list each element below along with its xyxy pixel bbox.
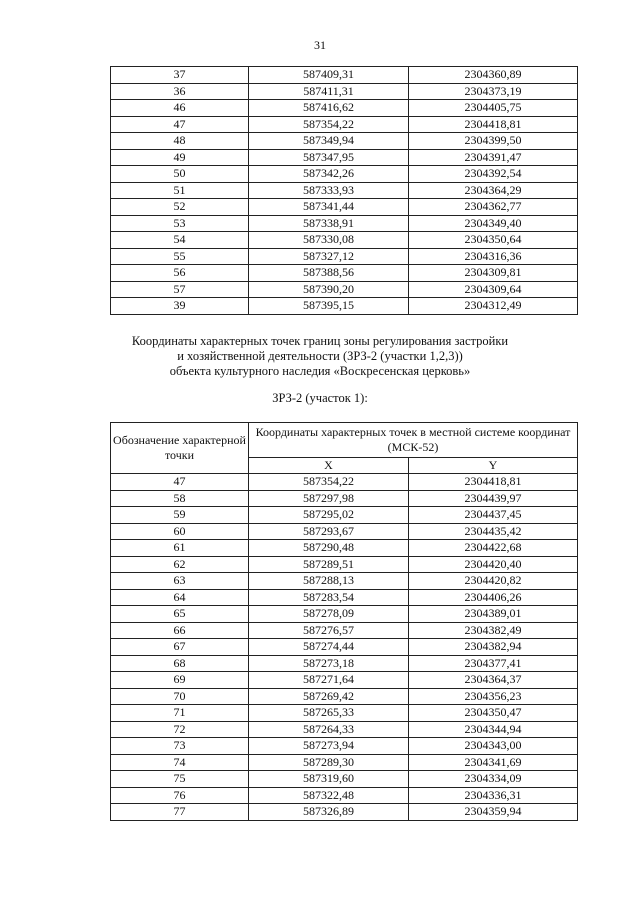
cell-point-number: 60	[111, 523, 249, 540]
cell-point-number: 51	[111, 182, 249, 199]
cell-y: 2304350,47	[409, 705, 578, 722]
cell-y: 2304341,69	[409, 754, 578, 771]
table-row	[111, 298, 578, 315]
cell-x: 587322,48	[249, 787, 409, 804]
table-row	[111, 166, 578, 183]
table-row	[111, 100, 578, 117]
cell-point-number: 68	[111, 655, 249, 672]
cell-point-number: 71	[111, 705, 249, 722]
cell-x: 587330,08	[249, 232, 409, 249]
cell-point-number: 69	[111, 672, 249, 689]
caption-line: объекта культурного наследия «Воскресенская церковь»	[169, 364, 471, 378]
table-caption	[0, 334, 640, 379]
cell-x: 587274,44	[249, 639, 409, 656]
table-row	[111, 804, 578, 821]
cell-y: 2304422,68	[409, 540, 578, 557]
cell-y: 2304309,64	[409, 281, 578, 298]
cell-y: 2304382,94	[409, 639, 578, 656]
cell-x: 587338,91	[249, 215, 409, 232]
cell-point-number: 50	[111, 166, 249, 183]
table-row	[111, 133, 578, 150]
cell-x: 587278,09	[249, 606, 409, 623]
cell-point-number: 58	[111, 490, 249, 507]
table-row	[111, 672, 578, 689]
cell-x: 587327,12	[249, 248, 409, 265]
table-row	[111, 639, 578, 656]
coordinates-table-continued	[110, 66, 578, 315]
cell-y: 2304312,49	[409, 298, 578, 315]
cell-point-number: 73	[111, 738, 249, 755]
cell-point-number: 76	[111, 787, 249, 804]
table-row	[111, 705, 578, 722]
cell-point-number: 46	[111, 100, 249, 117]
cell-y: 2304344,94	[409, 721, 578, 738]
cell-point-number: 48	[111, 133, 249, 150]
cell-point-number: 75	[111, 771, 249, 788]
table-row	[111, 474, 578, 491]
table-row	[111, 248, 578, 265]
cell-point-number: 52	[111, 199, 249, 216]
cell-x: 587290,48	[249, 540, 409, 557]
cell-y: 2304405,75	[409, 100, 578, 117]
cell-y: 2304364,37	[409, 672, 578, 689]
cell-x: 587264,33	[249, 721, 409, 738]
cell-x: 587333,93	[249, 182, 409, 199]
cell-point-number: 57	[111, 281, 249, 298]
table-row	[111, 606, 578, 623]
table-row	[111, 265, 578, 282]
cell-point-number: 37	[111, 67, 249, 84]
cell-x: 587319,60	[249, 771, 409, 788]
table-row	[111, 149, 578, 166]
section-subtitle: ЗРЗ-2 (участок 1):	[272, 391, 368, 405]
cell-y: 2304343,00	[409, 738, 578, 755]
cell-x: 587411,31	[249, 83, 409, 100]
cell-y: 2304359,94	[409, 804, 578, 821]
cell-point-number: 62	[111, 556, 249, 573]
cell-point-number: 59	[111, 507, 249, 524]
table-row	[111, 182, 578, 199]
caption-line: Координаты характерных точек границ зоны регулирования застройки	[131, 334, 509, 348]
cell-x: 587271,64	[249, 672, 409, 689]
cell-x: 587273,94	[249, 738, 409, 755]
cell-x: 587390,20	[249, 281, 409, 298]
cell-point-number: 49	[111, 149, 249, 166]
cell-y: 2304309,81	[409, 265, 578, 282]
cell-point-number: 36	[111, 83, 249, 100]
cell-x: 587288,13	[249, 573, 409, 590]
cell-x: 587295,02	[249, 507, 409, 524]
cell-x: 587289,30	[249, 754, 409, 771]
cell-point-number: 53	[111, 215, 249, 232]
cell-y: 2304420,82	[409, 573, 578, 590]
coordinates-table	[110, 422, 578, 821]
table-row	[111, 622, 578, 639]
table-row	[111, 754, 578, 771]
table-row	[111, 116, 578, 133]
cell-x: 587269,42	[249, 688, 409, 705]
table-row	[111, 490, 578, 507]
cell-y: 2304336,31	[409, 787, 578, 804]
cell-x: 587354,22	[249, 116, 409, 133]
table-row	[111, 232, 578, 249]
table-row	[111, 771, 578, 788]
cell-y: 2304356,23	[409, 688, 578, 705]
cell-point-number: 72	[111, 721, 249, 738]
cell-y: 2304389,01	[409, 606, 578, 623]
table-row	[111, 787, 578, 804]
cell-point-number: 54	[111, 232, 249, 249]
cell-point-number: 47	[111, 116, 249, 133]
table-row	[111, 738, 578, 755]
cell-x: 587349,94	[249, 133, 409, 150]
table-row	[111, 215, 578, 232]
cell-x: 587354,22	[249, 474, 409, 491]
cell-x: 587416,62	[249, 100, 409, 117]
cell-point-number: 77	[111, 804, 249, 821]
cell-x: 587326,89	[249, 804, 409, 821]
cell-y: 2304418,81	[409, 116, 578, 133]
cell-y: 2304364,29	[409, 182, 578, 199]
cell-x: 587297,98	[249, 490, 409, 507]
cell-point-number: 70	[111, 688, 249, 705]
table-body	[111, 474, 578, 821]
cell-x: 587341,44	[249, 199, 409, 216]
cell-point-number: 63	[111, 573, 249, 590]
cell-x: 587342,26	[249, 166, 409, 183]
cell-y: 2304392,54	[409, 166, 578, 183]
table-row	[111, 573, 578, 590]
cell-x: 587395,15	[249, 298, 409, 315]
cell-y: 2304360,89	[409, 67, 578, 84]
cell-y: 2304334,09	[409, 771, 578, 788]
cell-point-number: 55	[111, 248, 249, 265]
table-row	[111, 281, 578, 298]
cell-point-number: 67	[111, 639, 249, 656]
header-y: Y	[409, 458, 578, 474]
table-row	[111, 507, 578, 524]
cell-point-number: 56	[111, 265, 249, 282]
cell-y: 2304399,50	[409, 133, 578, 150]
cell-y: 2304406,26	[409, 589, 578, 606]
cell-x: 587276,57	[249, 622, 409, 639]
table-row	[111, 655, 578, 672]
table-row	[111, 199, 578, 216]
cell-y: 2304391,47	[409, 149, 578, 166]
cell-y: 2304373,19	[409, 83, 578, 100]
table-body	[111, 67, 578, 315]
table-row	[111, 721, 578, 738]
table-row	[111, 523, 578, 540]
cell-y: 2304316,36	[409, 248, 578, 265]
cell-point-number: 47	[111, 474, 249, 491]
cell-y: 2304439,97	[409, 490, 578, 507]
cell-point-number: 65	[111, 606, 249, 623]
cell-y: 2304382,49	[409, 622, 578, 639]
cell-x: 587293,67	[249, 523, 409, 540]
cell-y: 2304437,45	[409, 507, 578, 524]
cell-point-number: 39	[111, 298, 249, 315]
cell-x: 587409,31	[249, 67, 409, 84]
cell-y: 2304418,81	[409, 474, 578, 491]
cell-x: 587265,33	[249, 705, 409, 722]
cell-point-number: 74	[111, 754, 249, 771]
cell-y: 2304350,64	[409, 232, 578, 249]
cell-x: 587289,51	[249, 556, 409, 573]
cell-y: 2304420,40	[409, 556, 578, 573]
header-point-designation: Обозначение характерной точки	[111, 423, 249, 474]
cell-point-number: 64	[111, 589, 249, 606]
cell-point-number: 66	[111, 622, 249, 639]
table-row	[111, 556, 578, 573]
cell-point-number: 61	[111, 540, 249, 557]
cell-x: 587388,56	[249, 265, 409, 282]
page-number: 31	[314, 38, 326, 52]
table-row	[111, 83, 578, 100]
table-row	[111, 67, 578, 84]
cell-y: 2304435,42	[409, 523, 578, 540]
cell-y: 2304362,77	[409, 199, 578, 216]
cell-x: 587273,18	[249, 655, 409, 672]
caption-line: и хозяйственной деятельности (ЗРЗ-2 (участки 1,2,3))	[177, 349, 463, 363]
cell-y: 2304377,41	[409, 655, 578, 672]
table-row	[111, 589, 578, 606]
header-x: X	[249, 458, 409, 474]
table-header	[111, 423, 578, 474]
cell-x: 587347,95	[249, 149, 409, 166]
header-coordinates: Координаты характерных точек в местной системе координат (МСК-52)	[249, 423, 578, 458]
cell-x: 587283,54	[249, 589, 409, 606]
table-row	[111, 540, 578, 557]
cell-y: 2304349,40	[409, 215, 578, 232]
table-row	[111, 688, 578, 705]
